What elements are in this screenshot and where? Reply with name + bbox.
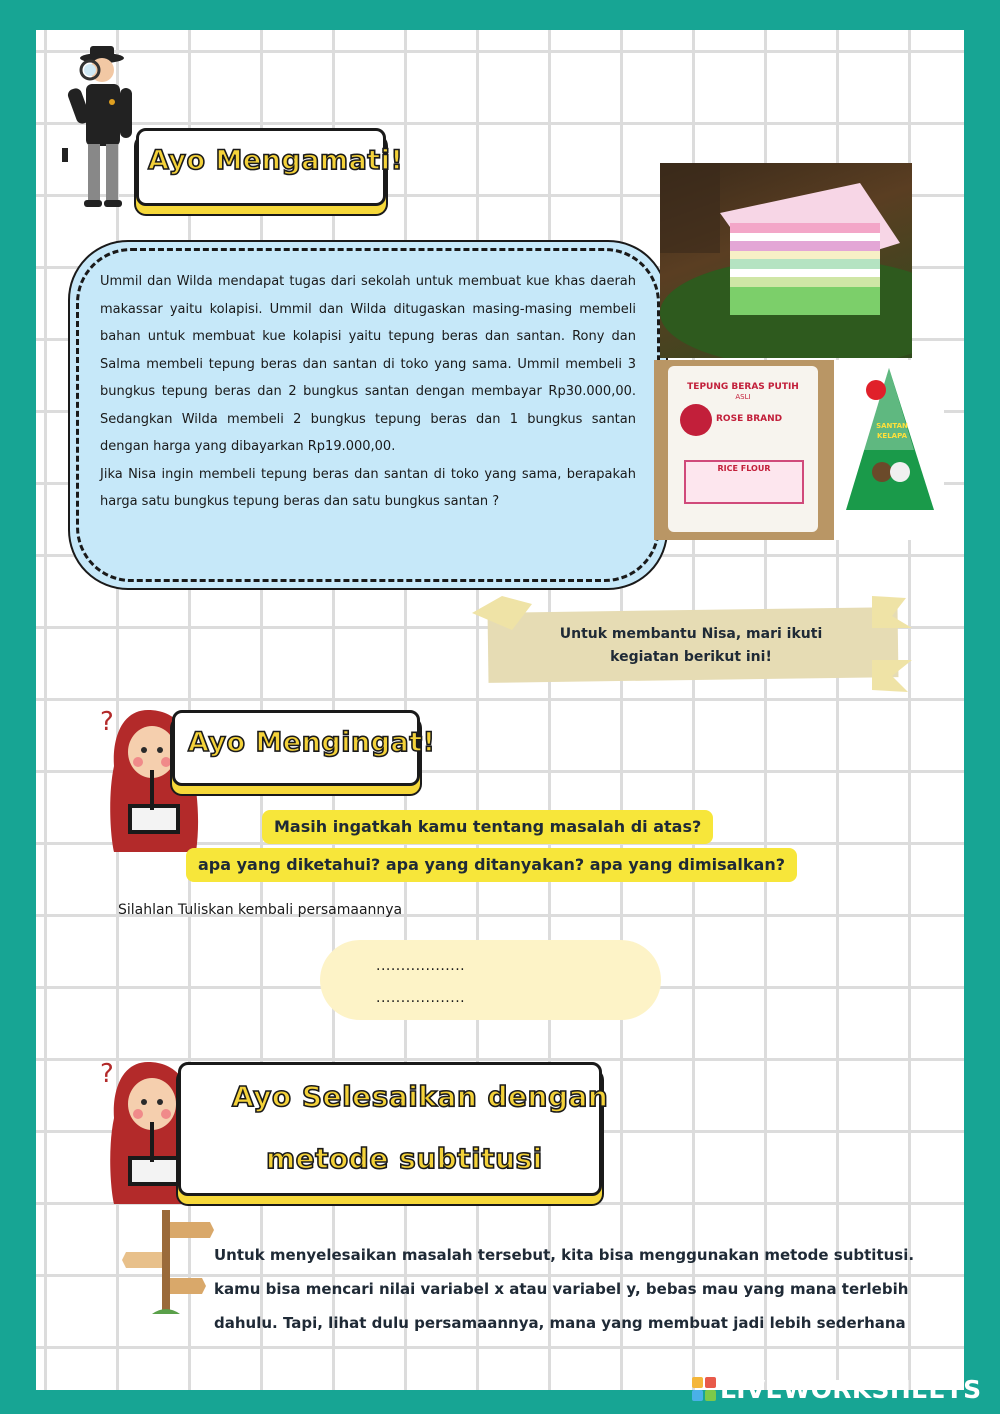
- answer-line-1[interactable]: ..................: [376, 958, 466, 974]
- signpost-icon: [122, 1208, 214, 1318]
- tepung-label-line2: ASLI: [735, 393, 751, 401]
- tepung-brand: ROSE BRAND: [716, 414, 783, 424]
- worksheet-page: [36, 30, 964, 1390]
- solve-title-line-2: metode subtitusi: [266, 1142, 543, 1175]
- kue-lapis-image: [660, 163, 912, 358]
- santan-pack-image: [834, 360, 944, 540]
- tepung-sub: RICE FLOUR: [717, 464, 771, 473]
- banner-line-1: Untuk membantu Nisa, mari ikuti: [559, 626, 823, 642]
- liveworksheets-logo-text: LIVEWORKSHEETS: [720, 1374, 982, 1404]
- tepung-beras-photo: [654, 360, 834, 540]
- detective-illustration: [60, 44, 140, 214]
- santan-label-line2: KELAPA: [877, 432, 907, 440]
- story-paragraph-2: Jika Nisa ingin membeli tepung beras dan santan di toko yang sama, berapakah harga satu bungkus tepung beras dan satu bungkus santan ?: [100, 466, 636, 509]
- remember-question-1: Masih ingatkah kamu tentang masalah di atas?: [262, 810, 713, 844]
- banner-right-ribbon: [872, 596, 916, 692]
- remember-title: Ayo Mengingat!: [188, 727, 436, 758]
- rose-logo-icon: [680, 404, 712, 436]
- story-paragraph-1: Ummil dan Wilda mendapat tugas dari sekolah untuk membuat kue khas daerah makassar yaitu kolapisi. Ummil dan Wilda ditugaskan masing-masing membeli bahan untuk membuat kue kolapisi yaitu tepung beras dan santan. Rony dan Salma membeli tepung beras dan santan di toko yang sama. Ummil membeli 3 bungkus tepung beras dan 2 bungkus santan dengan membayar Rp30.000,00. Sedangkan Wilda membeli 2 bungkus tepung beras dan 1 bungkus santan dengan harga yang dibayarkan Rp19.000,00.: [100, 274, 636, 454]
- answer-box[interactable]: [320, 940, 661, 1020]
- remember-question-2: apa yang diketahui? apa yang ditanyakan? apa yang dimisalkan?: [186, 848, 797, 882]
- story-text: [100, 268, 636, 516]
- kue-lapis-photo: [660, 163, 912, 358]
- tepung-label-line1: TEPUNG BERAS PUTIH: [687, 382, 799, 392]
- explanation-text: [214, 1238, 934, 1340]
- santan-label-line1: SANTAN: [876, 422, 908, 430]
- svg-text:?: ?: [100, 707, 114, 737]
- liveworksheets-logo[interactable]: [692, 1374, 981, 1404]
- explanation-line-2: kamu bisa mencari nilai variabel x atau variabel y, bebas mau yang mana terlebih: [214, 1280, 909, 1298]
- solve-title-line-1: Ayo Selesaikan dengan: [232, 1080, 609, 1113]
- answer-line-2[interactable]: ..................: [376, 990, 466, 1006]
- observe-title: Ayo Mengamati!: [148, 145, 404, 176]
- instruction-text: Silahlan Tuliskan kembali persamaannya: [118, 902, 403, 918]
- explanation-line-1: Untuk menyelesaikan masalah tersebut, kita bisa menggunakan metode subtitusi.: [214, 1246, 915, 1264]
- svg-text:?: ?: [100, 1059, 114, 1089]
- liveworksheets-logo-icon: [692, 1377, 716, 1401]
- banner-line-2: kegiatan berikut ini!: [610, 649, 772, 665]
- explanation-line-3: dahulu. Tapi, lihat dulu persamaannya, mana yang membuat jadi lebih sederhana: [214, 1314, 906, 1332]
- banner-text: [506, 623, 876, 669]
- santan-photo: [834, 360, 944, 540]
